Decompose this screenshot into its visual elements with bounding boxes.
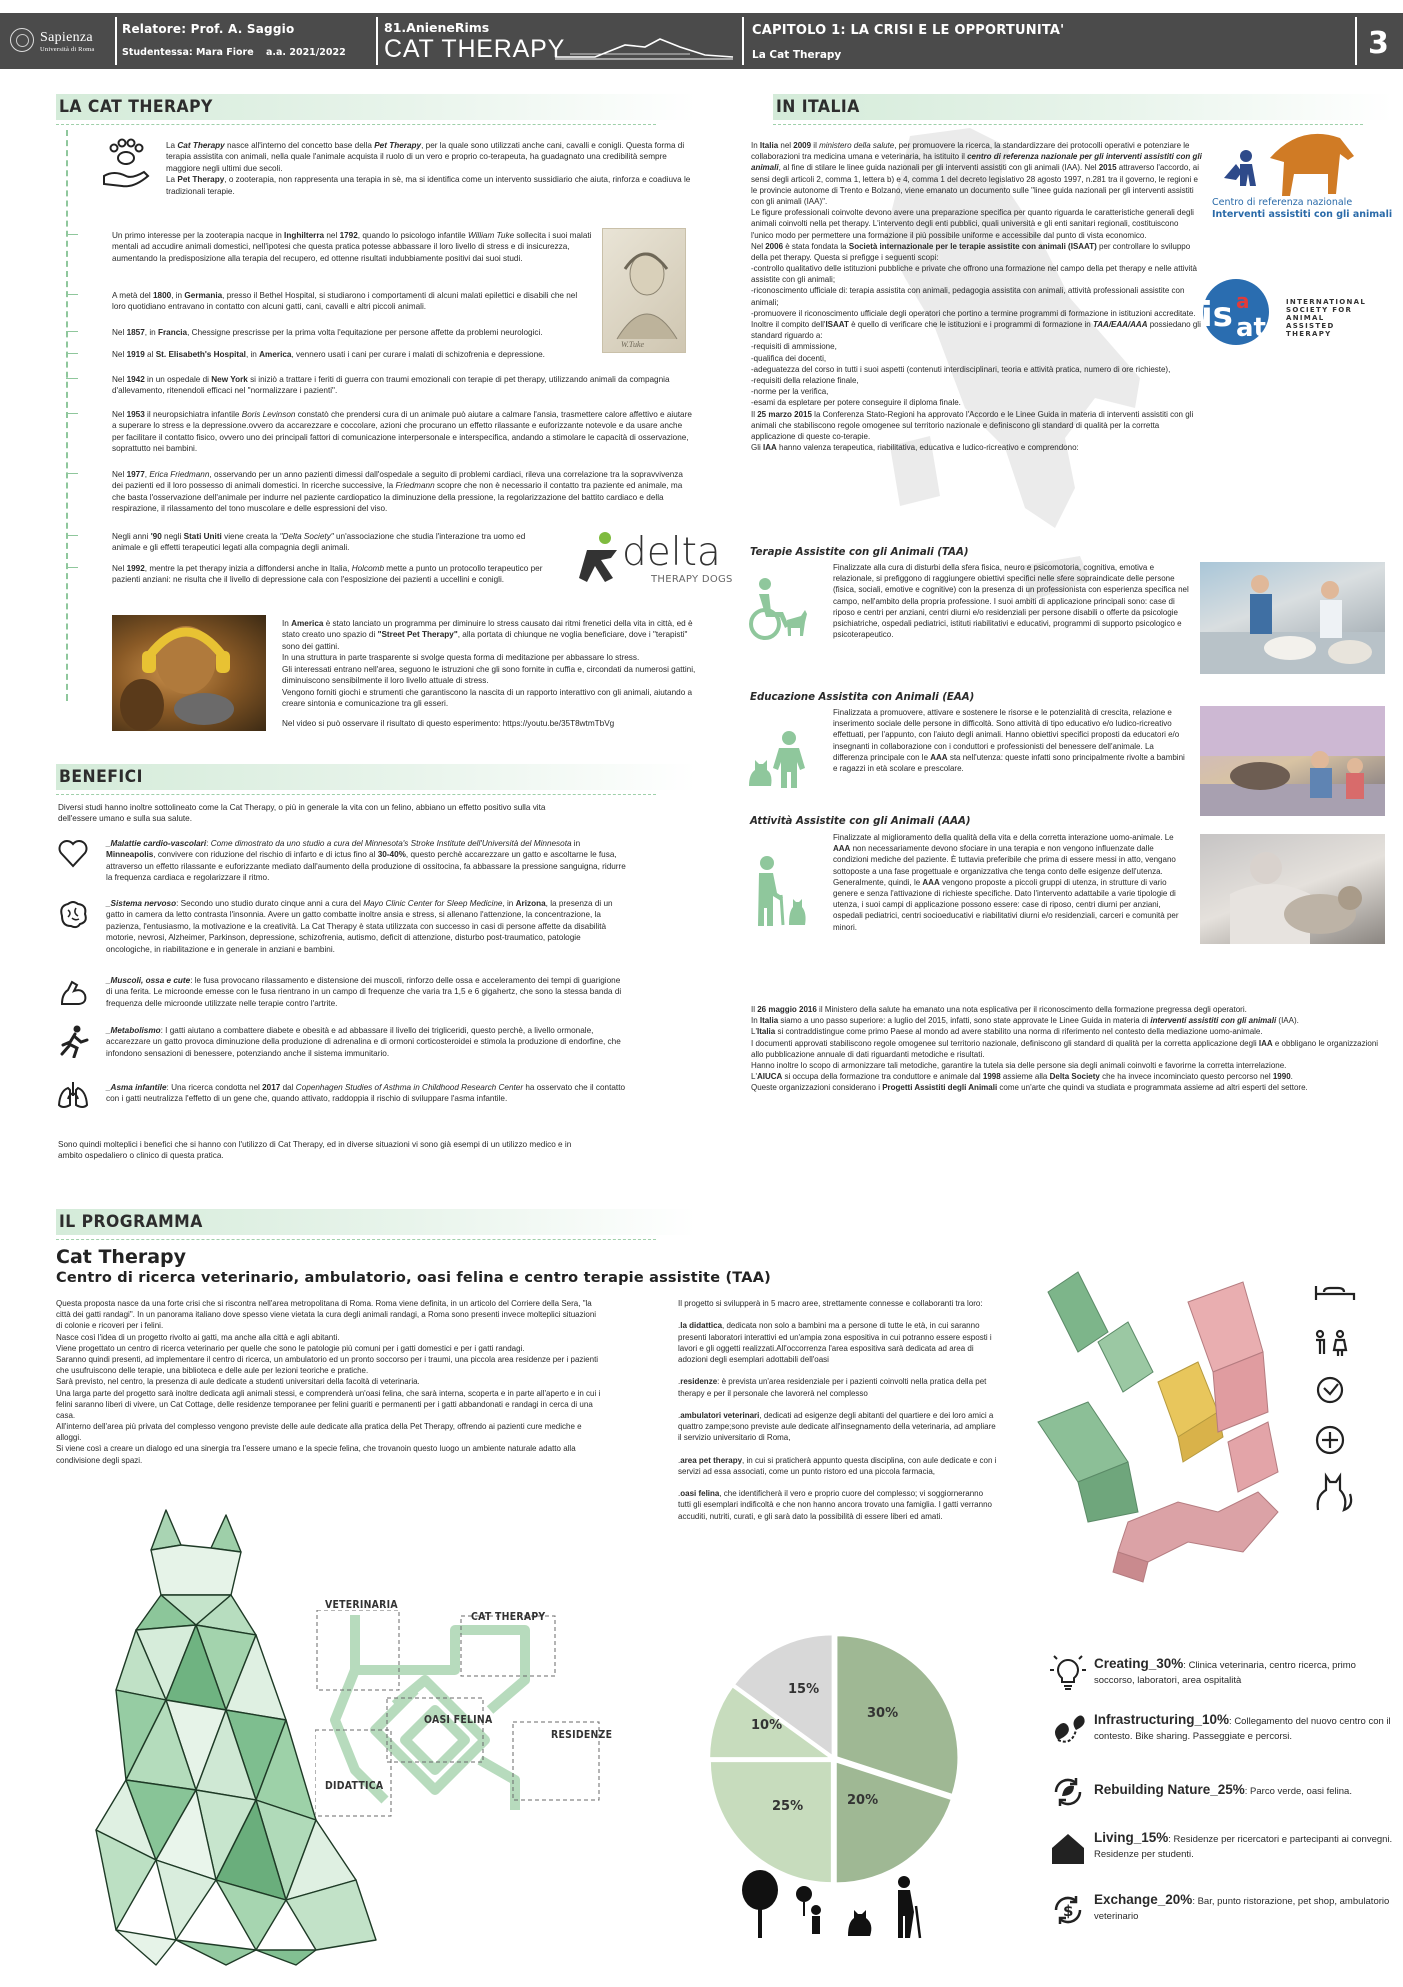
section-programma (56, 1209, 696, 1235)
legend-title: Infrastructuring_10% (1094, 1712, 1230, 1727)
programma-text: Questa proposta nasce da una forte crisi che si riscontra nell'area metropolitana di Roma. Roma viene definita, in un articolo del Corriere della Sera, "la città dei gatti randagi". In un panorama italiano dove spesso viene vietata la cura degli animali randagi, a Roma sono presenti invece molteplici situazioni di colonie e ricoveri per i felini. Nasce così l'idea di un progetto rivolto ai gatti, ma anche alla città e agli abitanti. Viene progettato un centro di ricerca veterinario per quelle che sono le patologie più comuni per i gatti domestici e per i gatti randagi. Saranno quindi presenti, ad implementare il centro di ricerca, un ambulatorio ed un pronto soccorso per i traumi, una piccola area residenze per i pazienti che usufruiscono delle terapie, una biblioteca e delle aule per lezioni teoriche e pratiche. Sarà previsto, nel centro, la presenza di aule dedicate a studenti universitari della facoltà di veterinaria. Una larga parte del progetto sarà inoltre dedicata agli animali stessi, e comprenderà un'oasi felina, che sarà interna, scoperta e in parte all'aperto e in cui i felini saranno liberi di vivere, un Cat Cottage, delle residenze temporanee per felini guariti e permanenti per i gatti abbandonati e randagi in cerca di una casa. All'interno dell'area più privata del complesso vengono previste delle aule dedicate alla pratica della Pet Therapy, offrendo ai pazienti cure mediche e alloggi. Si viene così a creare un dialogo ed una sinergia tra l'essere umano e la specie felina, che trovanoin questo luogo un ambiente naturale adatto alla condivisione degli spazi. (56, 1299, 601, 1465)
timeline-tick (66, 234, 78, 235)
slice-rebuilding-nature (710, 1761, 832, 1883)
benefit-asma: _Asma infantile: Una ricerca condotta nel 2017 dal Copenhagen Studies of Asthma in Childhood Research Center ha osservato che il contatto con i gatti neutralizza l'effetto di un gene che, quando attivato, raddoppia il rischio di sviluppare l'asma infantile. (106, 1083, 626, 1104)
section-cat-therapy (56, 94, 696, 120)
section-title: BENEFICI (59, 767, 143, 787)
dollar-cycle-icon (1048, 1890, 1088, 1930)
legend-title: Living_15% (1094, 1830, 1169, 1845)
taa-title: Terapie Assistite con gli Animali (TAA) (750, 547, 969, 558)
section-title: IN ITALIA (776, 97, 860, 117)
street-pet-therapy-text: In America è stato lanciato un programma per diminuire lo stress causato dai ritmi frenetici della vita in città, ed è stato creato uno spazio di "Street Pet Therapy", alla portata di chiunque ne voglia beneficiare, dove i "terapisti" sono dei gattini. In una struttura in parte trasparente si svolge questa forma di meditazione per abbassare lo stress. Gli interessati entrano nell'area, seguono le istruzioni che gli sono fornite in cuffia e, circondati da numerosi gattini, diminuiscono sensibilmente il loro livello attuale di stress. Vengono forniti giochi e strumenti che garantiscono la nascita di un rapporto interattivo con gli animali, aiutando a creare sintonia e comunicazione tra gli esseri. (282, 619, 696, 709)
crn-line2: Interventi assistiti con gli animali (1212, 209, 1393, 220)
pie-label-25: 25% (772, 1799, 804, 1814)
house-icon (1048, 1828, 1088, 1868)
delta-logo-sub: THERAPY DOGS (651, 574, 733, 585)
svg-text:a: a (1236, 289, 1250, 313)
cat-therapy-intro: La Cat Therapy nasce all'interno del concetto base della Pet Therapy, per la quale sono utilizzati anche cani, cavalli e conigli. Questa forma di terapia assistita con animali, nella quale l'animale acquista il ruolo di un vero e proprio co-terapeuta, ha guadagnato una credibilità sempre maggiore negli ultimi due secoli. La Pet Therapy, o zooterapia, non rappresenta una terapia in sè, ma si identifica come un intervento sussidiario che aiuta, rinforza e coadiuva le tradizionali terapie. (166, 141, 691, 196)
eaa-title: Educazione Assistita con Animali (EAA) (750, 692, 975, 703)
history-1977: Nel 1977, Erica Friedmann, osservando per un anno pazienti dimessi dall'ospedale a seguito di problemi cardiaci, rileva una correlazione tra la sopravvivenza dei pazienti ed il loro possesso di animali domestici. In ricerche successive, la Friedmann scopre che non è necessario il contatto tra paziente ed animale, ma che basta l'osservazione dell'animale per indurre nel paziente cardiopatico la diminuzione della pressione, la regolarizzazione del battito cardiaco e della respirazione, il rilassamento del tono muscolare e delle espressioni del viso. (112, 470, 683, 514)
running-person-icon (56, 1024, 90, 1058)
section-title: IL PROGRAMMA (59, 1212, 203, 1232)
area-distribution-pie-chart (700, 1625, 968, 1893)
academic-year: a.a. 2021/2022 (266, 47, 346, 58)
page-number: 3 (1368, 26, 1389, 61)
scheme-label-residenze: RESIDENZE (551, 1728, 613, 1741)
benefit-sistema-nervoso: _Sistema nervoso: Secondo uno studio durato cinque anni a cura del Mayo Clinic Center for Sleep Medicine, in Arizona, la presenza di un gatto in camera da letto contrasta l'insonnia. Avere un gatto combatte inoltre ansia e stress, si allenano l'attenzione, la concentrazione, la pazienza, l'entusiasmo, la motivazione e la creatività. La Cat Therapy è stata utilizzata con successo in casi di persone affette da disabilità motorie, nevrosi, Alzheimer, Parkinson, depressione, schizofrenia, autismo, deficit di attenzione, disturbo post-traumatico, patologie oncologiche, in riabilitazione e in generale in anziani e bambini. (106, 899, 613, 954)
legend-text: : Residenze per ricercatori e partecipanti ai convegni. Residenze per studenti. (1094, 1834, 1393, 1860)
svg-text:at: at (1236, 313, 1266, 343)
route-pin-icon (1048, 1710, 1088, 1750)
benefit-muscoli: _Muscoli, ossa e cute: le fusa provocano rilassamento e distensione dei muscoli, rinforzo delle ossa e acceleramento dei tempi di guarigione di una ferita. Le microonde emesse con le fusa rientrano in un campo di frequenze che varia tra 1,5 e 6 gigahertz, che sono la stessa banda di frequenza delle microonde utilizzate nelle terapie contro l'artrite. (106, 976, 622, 1008)
history-1990: Negli anni '90 negli Stati Uniti viene creata la "Delta Society" un'associazione che studia l'interazione tra uomo ed animale e gli effetti terapeutici legati alla compagnia degli animali. (112, 532, 526, 553)
header-bar (0, 13, 1403, 69)
delta-logo-text: delta (622, 530, 721, 575)
programma-macroaree: Il progetto si svilupperà in 5 macro aree, strettamente connesse e collaboranti tra loro: .la didattica, dedicata non solo a bambini ma a persone di tutte le età, in cui saranno presenti laboratori interattivi ed un'ampia zona espositiva in cui potranno essere esposti i lavori e gli oggetti realizzati.All'occorrenza l'area espositiva sarà dedicata ad area di adozioni degli esemplari adottabili dell'oasi .residenze: è prevista un'area residenziale per i pazienti coinvolti nella pratica della pet therapy e per il personale che lavorerà nel complesso .ambulatori veterinari, dedicati ad esigenze degli abitanti del quartiere e dei loro amici a quattro zampe;sono previste aule dedicate all'insegnamento della veterinaria, ad ampliare il servizio universitario di Roma, .area pet therapy, in cui si praticherà appunto questa disciplina, con aule dedicate e con i servizi ad essa associati, come un punto ristoro ed una piccola farmacia, .oasi felina, che identificherà il vero e proprio cuore del complesso; vi soggiorneranno tutti gli esemplari indificoltà e che non hanno ancora trovato una famiglia. I gatti verranno accuditi, nutriti, curati, e gli sarà dato la possibilità di essere liberi ed amati. (678, 1299, 997, 1521)
timeline-tick (66, 700, 68, 701)
elderly-cat-icon (745, 855, 807, 927)
benefici-outro: Sono quindi molteplici i benefici che si hanno con l'utilizzo di Cat Therapy, ed in diverse situazioni vi sono già esempi di un utilizzo medico e in ambito ospedaliero o clinico di questa pratica. (58, 1140, 572, 1161)
svg-text:W.Tuke: W.Tuke (621, 340, 645, 349)
svg-text:is: is (1201, 295, 1233, 335)
brain-icon (56, 898, 90, 932)
programma-subheading: Centro di ricerca veterinario, ambulatorio, oasi felina e centro terapie assistite (TAA) (56, 1270, 771, 1286)
sapienza-logo (6, 13, 114, 69)
lungs-icon (56, 1079, 90, 1113)
centro-referenza-logo (1210, 128, 1360, 196)
scheme-label-veterinaria: VETERINARIA (325, 1598, 398, 1611)
legend-title: Creating_30% (1094, 1656, 1184, 1671)
dashed-divider (56, 124, 656, 125)
wheelchair-dog-icon (745, 576, 807, 642)
programma-heading: Cat Therapy (56, 1246, 187, 1268)
header-separator (376, 17, 378, 65)
history-1792: Un primo interesse per la zooterapia nacque in Inghilterra nel 1792, quando lo psicologo infantile William Tuke sollecita i suoi malati mentali ad accudire animali domestici, nell'ipotesi che questa pratica potesse abbassare il loro livello di stress e di insicurezza, aumentando la predisposizione alla terapia del recupero, ed ottenne risultati indubbiamente positivi dai suoi studi. (112, 231, 592, 263)
isat-logo-text: INTERNATIONAL SOCIETY FOR ANIMAL ASSISTED THERAPY (1286, 298, 1367, 339)
section-in-italia (773, 94, 1393, 120)
history-1953: Nel 1953 il neuropsichiatra infantile Boris Levinson constatò che prendersi cura di un animale può aiutare a calmare l'ansia, trasmettere calore affettivo e aiutare a superare lo stress e la depressione.ovvero da accarezzare e coccolare, azioni che procurano un effetto rilassante e euforizzante notevole e da usare anche per facilitare il contatto fisico, ovvero uno dei principali fattori di comunicazione interpersonale e interspecifica, andando a stimolare le capacità di osservazione, soprattutto nei bambini. (112, 410, 692, 454)
massing-axonometric-illustration (1018, 1262, 1308, 1592)
lightbulb-icon (1048, 1654, 1088, 1694)
taa-text: Finalizzate alla cura di disturbi della sfera fisica, neuro e psicomotoria, cognitiva, emotiva e relazionale, si prefiggono di raggiungere obiettivi specifici nelle sfere sopraindicate delle persone (fisica, sociali, emotive e cognitive) con la presenza di un professionista con esperienza specifica nel campo, nell'ambito della propria professione. I suoi ambiti di applicazione principali sono: case di riposo e centri per anziani, centri diurni e/o residenziali per persone disabili o offerte da psicologie psichiatriche, ospedali pediatrici, istituti riabilitativi e educativi, programmi di supporto psicologico e psicoterapeutico. (833, 563, 1189, 640)
benefit-cardio: _Malattie cardio-vascolari: Come dimostrato da uno studio a cura del Minnesota's Stroke Institute dell'Università del Minnesota in Minneapolis, convivere con riduzione del rischio di infarto e di ictus fino al 30-40%, questo perchè accarezzare un gatto e ascoltarne le fusa, attraverso un effetto rilassante e euforizzante mediato dall'aumento della produzione di ossitocina, fa abbassare la pressione sanguigna, ridurre la frequenza cardiaca e regolarizzare il ritmo. (106, 839, 626, 883)
tuke-portrait-image (602, 228, 686, 353)
legend-title: Exchange_20% (1094, 1892, 1193, 1907)
legend-text: : Collegamento del nuovo centro con il contesto. Bike sharing. Passeggiate e percorsi. (1094, 1716, 1391, 1742)
history-1942: Nel 1942 in un ospedale di New York si iniziò a trattare i feriti di guerra con traumi emozionali con terapie di pet therapy, utilizzando animali da compagnia d'allevamento, ritenendoli efficaci nel "normalizzare i pazienti". (112, 375, 670, 396)
chapter-title: CAPITOLO 1: LA CRISI E LE OPPORTUNITA' (752, 23, 1065, 38)
italia-final-text: Il 26 maggio 2016 il Ministero della salute ha emanato una nota esplicativa per il riconoscimento della formazione pregressa degli operatori. In Italia siamo a uno passo superiore: a luglio del 2015, infatti, sono state approvate le Linee Guida in materia di interventi assistiti con gli animali (IAA). L'Italia si contraddistingue come primo Paese al mondo ad avere stabilito una norma di riferimento nel contesto della mediazione uomo-animale. I documenti approvati stabiliscono regole omogenee sul territorio nazionale, definiscono gli standard di qualità per la corretta applicazione degli IAA e obbligano le organizzazioni allo pubblicazione annuale di dati riguardanti metodiche e risultati. Hanno inoltre lo scopo di armonizzare tali metodiche, garantire la tutela sia delle persone sia degli animali coinvolti e favorirne la corretta interrelazione. L'AIUCA si occupa della formazione tra conduttore e animale dal 1998 assieme alla Delta Society che ha invece incominciato questo percorso nel 1990. Queste organizzazioni considerano i Progetti Assistiti degli Animali come un'arte che quindi va studiata e programmata assieme ad altri esperti del settore. (751, 1005, 1379, 1093)
isat-logo-icon (1190, 278, 1282, 346)
pie-label-30: 30% (867, 1706, 899, 1721)
benefici-intro: Diversi studi hanno inoltre sottolineato come la Cat Therapy, o più in generale la vita con un felino, abbiano un effetto positivo sulla vita dell'essere umano e sulla sua salute. (58, 803, 546, 824)
scheme-label-cat-therapy: CAT THERAPY (471, 1610, 546, 1623)
dashed-divider (56, 794, 656, 795)
history-1857: Nel 1857, in Francia, Chessigne prescrisse per la prima volta l'equitazione per persone affette da problemi neurologici. (112, 328, 543, 337)
chapter-subtitle: La Cat Therapy (752, 49, 842, 61)
aaa-photo (1200, 834, 1385, 944)
history-1800: A metà del 1800, in Germania, presso il Bethel Hospital, si studiarono i comportamenti di alcuni malati epilettici e disabili che nel loro quotidiano entravano in contatto con alcuni gatti, cani, cavalli e altri piccoli animali. (112, 291, 578, 312)
program-icons-column (1306, 1278, 1396, 1538)
project-code: 81.AnieneRims (384, 20, 490, 35)
studentessa-text: Studentessa: Mara Fiore (122, 47, 254, 58)
people-animals-silhouettes (738, 1870, 938, 1940)
header-separator (115, 17, 117, 65)
recycle-leaf-icon (1048, 1772, 1088, 1812)
timeline-tick (66, 353, 78, 354)
timeline-line (66, 130, 68, 700)
logo-line1: Sapienza (40, 30, 93, 45)
video-link[interactable]: Nel video si può osservare il risultato di questo esperimento: https://youtu.be/35T8wtmTbVg (282, 719, 615, 728)
relatore-text: Relatore: Prof. A. Saggio (122, 22, 295, 36)
timeline-tick (66, 535, 78, 536)
street-pet-therapy-image (112, 615, 266, 731)
legend-text: : Bar, punto ristorazione, pet shop, ambulatorio veterinario (1094, 1896, 1390, 1922)
history-1992: Nel 1992, mentre la pet therapy inizia a diffondersi anche in Italia, Holcomb mette a punto un protocollo terapeutico per pazienti anziani: ne risulta che il livello di depressione cala con l'esposizione dei pazienti a uccellini e conigli. (112, 564, 543, 585)
section-title: LA CAT THERAPY (59, 97, 213, 117)
project-title: CAT THERAPY (384, 35, 566, 63)
sapienza-seal-icon (10, 28, 34, 52)
timeline-tick (66, 294, 78, 295)
crn-line1: Centro di referenza nazionale (1212, 197, 1353, 208)
scheme-label-didattica: DIDATTICA (325, 1779, 384, 1792)
aaa-title: Attività Assistite con gli Animali (AAA) (750, 816, 971, 827)
header-separator (742, 17, 744, 65)
heart-icon (56, 836, 90, 870)
scheme-label-oasi-felina: OASI FELINA (424, 1713, 493, 1726)
pie-label-10: 10% (751, 1718, 783, 1733)
dashed-divider (773, 124, 1363, 125)
eaa-text: Finalizzata a promuovere, attivare e sostenere le risorse e le potenzialità di crescita, relazione e inserimento sociale delle persone in difficoltà. Sono attività di tipo educativo e/o ludico-ricreativo effettuati, per l'appunto, con l'aiuto degli animali. Hanno obiettivi specifici proposti da educatori e/o insegnanti in collaborazione con i conduttori e professionisti del benessere dell'animale. La differenza principale con le AAA sta nell'utenza: queste infatti sono principalmente rivolte a bambini e ragazzi in età scolare e prescolare. (833, 708, 1185, 773)
paw-hand-icon (100, 138, 152, 190)
child-cat-icon (745, 730, 811, 788)
dashed-divider (56, 1239, 656, 1240)
logo-line2: Università di Roma (40, 46, 95, 53)
timeline-tick (66, 378, 78, 379)
eaa-photo (1200, 706, 1385, 816)
benefit-metabolismo: _Metabolismo: I gatti aiutano a combattere diabete e obesità e ad abbassare il livello dei trigliceridi, questo perchè, a livello ormonale, accarezzare un gatto provoca diminuzione della produzione di adrenalina e di ormoni corticosteroidei e stimola la produzione di endorfine, che infondono sensazioni di benessere, potenziando anche il sistema immunitario. (106, 1026, 621, 1058)
timeline-tick (66, 331, 78, 332)
pie-label-20: 20% (847, 1793, 879, 1808)
timeline-tick (66, 567, 78, 568)
timeline-tick (66, 413, 78, 414)
section-benefici (56, 764, 696, 790)
italia-main-text: In Italia nel 2009 il ministero della salute, per promuovere la ricerca, la standardizzare dei protocolli operativi e potenziare le collaborazioni tra medicina umana e veterinaria, ha istituito il centro di referenza nazionale per gli interventi assistiti con gli animali, al fine di stilare le linee guida nazionali per gli interventi assistiti con gli animali (IAA). Nel 2015 attraverso l'accordo, ai sensi degli articoli 2, comma 1, lettera b) e 4, comma 1 del decreto legislativo 28 agosto 1997, n.281 tra il governo, le regioni e le provincie autonome di Trento e Bolzano, viene emanato un documento sulle "linee guida nazionali per gli interventi assistiti con gli animali (IAA)". Le figure professionali coinvolte devono avere una preparazione specifica per quanto riguarda le caratteristiche generali degli animali coinvolti nella pet therapy. L'intervento degli enti pubblici, quali università e gli enti sanitari regionali, costituiscono l'unico modo per permettere una formazione il più possibile uniforme e accessibile dal punto di vista economico. Nel 2006 è stata fondata la Società internazionale per le terapie assistite con animali (ISAAT) per controllare lo sviluppo della pet therapy. Questa si prefigge i seguenti scopi: -controllo qualitativo delle istituzioni pubbliche e private che offrono una formazione nel campo della pet therapy e nelle attività assistite con gli animali; -riconoscimento ufficiale di: terapia assistita con animali, pedagogia assistita con animali, attività professionali assistite con animali; -promuovere il riconoscimento ufficiale degli operatori che portino a termine programmi di formazione in istituzioni accreditate. Inoltre il compito dell'ISAAT è quello di verificare che le istituzioni e i programmi di formazione in TAA/EAA/AAA possiedano gli standard riguardo a: -requisiti di ammissione, -qualifica dei docenti, -adeguatezza del corso in tutti i suoi aspetti (contenuti interdisciplinari, teoria e attività pratica, numero di ore richieste), -requisiti della relazione finale, -norme per la verifica, -esami da espletare per potere conseguire il diploma finale. Il 25 marzo 2015 la Conferenza Stato-Regioni ha approvato l'Accordo e le Linee Guida in materia di interventi assistiti con gli animali che stabiliscono regole omogenee sul territorio nazionale e definiscono gli standard di qualità per la corretta applicazione di queste co-terapie. Gli IAA hanno valenza terapeutica, riabilitativa, educativa e ludico-ricreativo e comprendono: (751, 141, 1202, 453)
legend-text: : Clinica veterinaria, centro ricerca, primo soccorso, laboratori, area ospitalità (1094, 1660, 1356, 1686)
taa-photo (1200, 562, 1385, 674)
skyline-icon (555, 35, 735, 61)
header-separator (1355, 17, 1357, 65)
svg-text:$: $ (1063, 1902, 1074, 1920)
legend-text: : Parco verde, oasi felina. (1244, 1786, 1352, 1797)
legend-title: Rebuilding Nature_25% (1094, 1782, 1245, 1797)
timeline-tick (66, 473, 78, 474)
aaa-text: Finalizzate al miglioramento della qualità della vita e della corretta interazione uomo-animale. Le AAA non necessariamente devono sfociare in una terapia e non vengono influenzate dalle condizioni mediche del paziente. È tuttavia preferibile che prima di essere messi in atto, vengano sottoposte a una fase progettuale e organizzativa che tenga conto delle esigenze dell'utenza. Generalmente, quindi, le AAA vengono proposte a piccoli gruppi di utenza, in strutture di vario genere e senza l'attivazione di richieste specifiche. Dato l'intervento adattabile a varie tipologie di utenza, i suoi campi di applicazione possono essere: case di riposo, centri diurni per anziani, ospedali pediatrici, centri socioeducativi e riabilitativi diurni e/o residenziali, carceri e comunità per minori. (833, 833, 1179, 932)
pie-label-15: 15% (788, 1682, 820, 1697)
delta-logo-icon (577, 530, 627, 585)
history-1919: Nel 1919 al St. Elisabeth's Hospital, in America, vennero usati i cani per curare i malati di schizofrenia e depressione. (112, 350, 545, 359)
muscle-arm-icon (56, 976, 90, 1010)
